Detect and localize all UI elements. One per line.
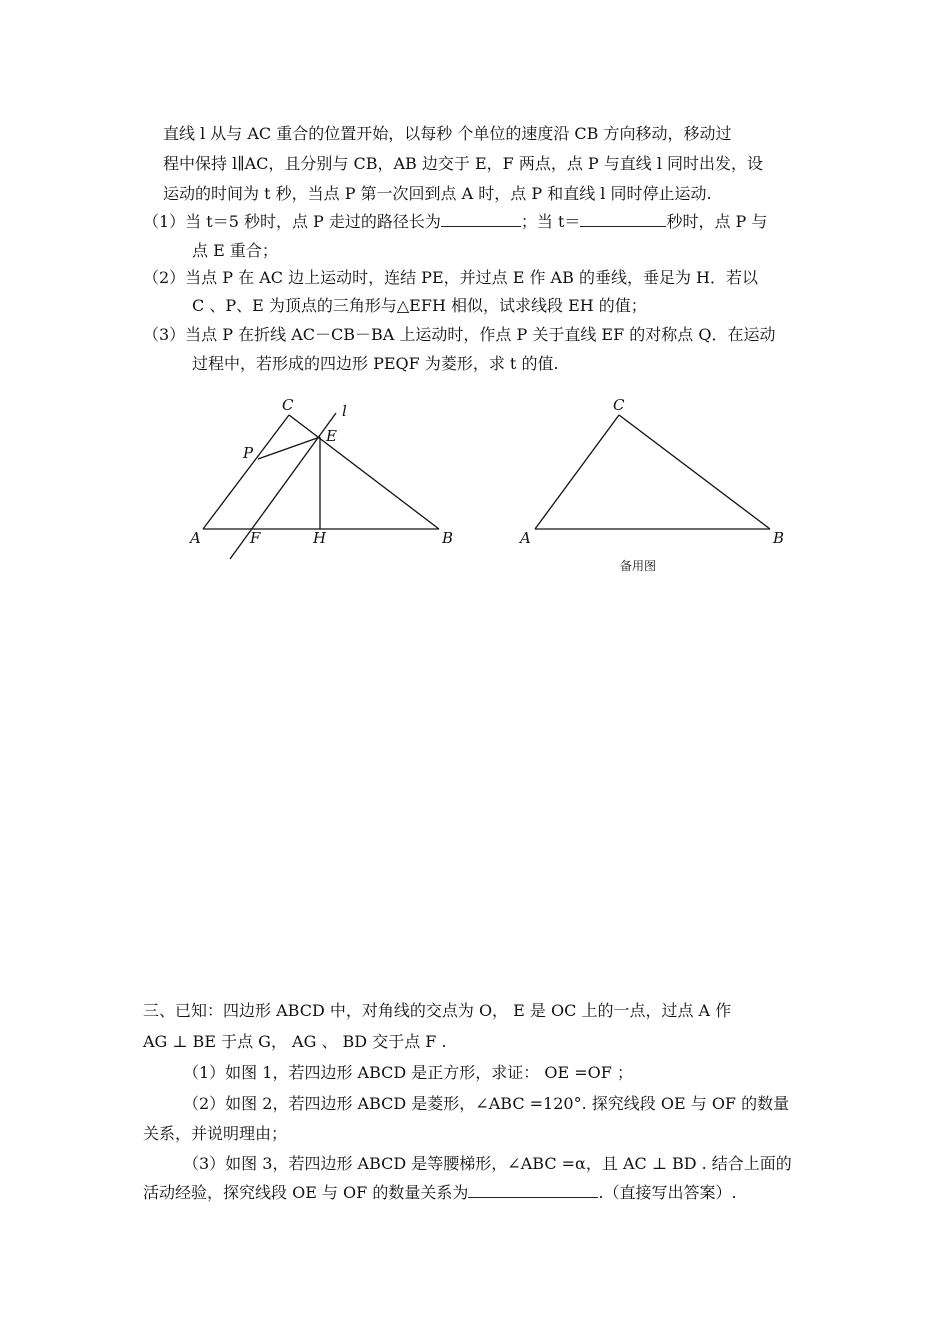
answer-blank-path-length[interactable] — [441, 212, 521, 227]
answer-blank-time[interactable] — [580, 212, 666, 227]
geometry-figures — [0, 380, 950, 600]
problem3-question-3-line-1: （3）如图 3，若四边形 ABCD 是等腰梯形，∠ABC =α，且 AC ⊥ BD . 结合上面的 — [183, 1154, 792, 1173]
label-A-spare: A — [520, 529, 531, 547]
label-H: H — [313, 529, 327, 547]
problem3-question-3-text-b: .（直接写出答案）. — [598, 1183, 737, 1202]
question-3-line-2: 过程中，若形成的四边形 PEQF 为菱形，求 t 的值. — [192, 354, 559, 373]
label-C-spare: C — [613, 396, 625, 414]
problem3-question-3-text-a: 活动经验，探究线段 OE 与 OF 的数量关系为 — [143, 1183, 469, 1202]
problem3-question-1: （1）如图 1，若四边形 ABCD 是正方形，求证： OE =OF ； — [183, 1063, 633, 1082]
problem2-intro-line-2: 程中保持 l∥AC，且分别与 CB，AB 边交于 E，F 两点，点 P 与直线 l 同时出发，设 — [163, 154, 764, 173]
label-l: l — [342, 402, 347, 420]
label-A: A — [190, 529, 201, 547]
label-E: E — [326, 427, 337, 445]
problem3-question-2-line-1: （2）如图 2，若四边形 ABCD 是菱形，∠ABC =120°. 探究线段 OE 与 OF 的数量 — [183, 1094, 790, 1113]
problem2-intro-line-3: 运动的时间为 t 秒，当点 P 第一次回到点 A 时，点 P 和直线 l 同时停止运动. — [163, 184, 712, 203]
question-1-text-a: （1）当 t＝5 秒时，点 P 走过的路径长为 — [143, 212, 441, 231]
label-B: B — [442, 529, 454, 547]
figure-2-labels — [518, 396, 784, 547]
segment-AC — [203, 415, 289, 529]
question-1-text-c: 秒时，点 P 与 — [666, 212, 768, 231]
label-C: C — [282, 396, 294, 414]
question-2-line-2: C 、P、E 为顶点的三角形与△EFH 相似，试求线段 EH 的值； — [192, 296, 647, 315]
label-B-spare: B — [773, 529, 785, 547]
question-1-text-b: ；当 t＝ — [520, 212, 581, 231]
question-1-line-2: 点 E 重合； — [192, 241, 278, 260]
question-2-line-1: （2）当点 P 在 AC 边上运动时，连结 PE，并过点 E 作 AB 的垂线，垂足为 H．若以 — [143, 268, 758, 287]
figure-2-caption: 备用图 — [620, 559, 657, 573]
segment-CB-spare — [619, 415, 770, 529]
segment-CB — [289, 415, 439, 529]
label-P: P — [243, 444, 254, 462]
problem2-intro-line-1: 直线 l 从与 AC 重合的位置开始，以每秒 个单位的速度沿 CB 方向移动，移动过 — [163, 124, 732, 143]
problem3-line-1: 三、已知：四边形 ABCD 中，对角线的交点为 O， E 是 OC 上的一点，过点 A 作 — [143, 1001, 732, 1020]
question-3-line-1: （3）当点 P 在折线 AC－CB－BA 上运动时，作点 P 关于直线 EF 的对称点 Q．在运动 — [143, 325, 776, 344]
label-F: F — [250, 529, 261, 547]
figure-2-triangle — [535, 415, 770, 529]
problem3-question-3-line-2 — [143, 1183, 737, 1203]
problem3-line-2: AG ⊥ BE 于点 G， AG 、 BD 交于点 F . — [143, 1032, 447, 1051]
question-1-line — [143, 212, 767, 232]
segment-AC-spare — [535, 415, 619, 529]
answer-blank-relation[interactable] — [468, 1183, 598, 1198]
problem3-question-2-line-2: 关系，并说明理由； — [143, 1124, 288, 1143]
